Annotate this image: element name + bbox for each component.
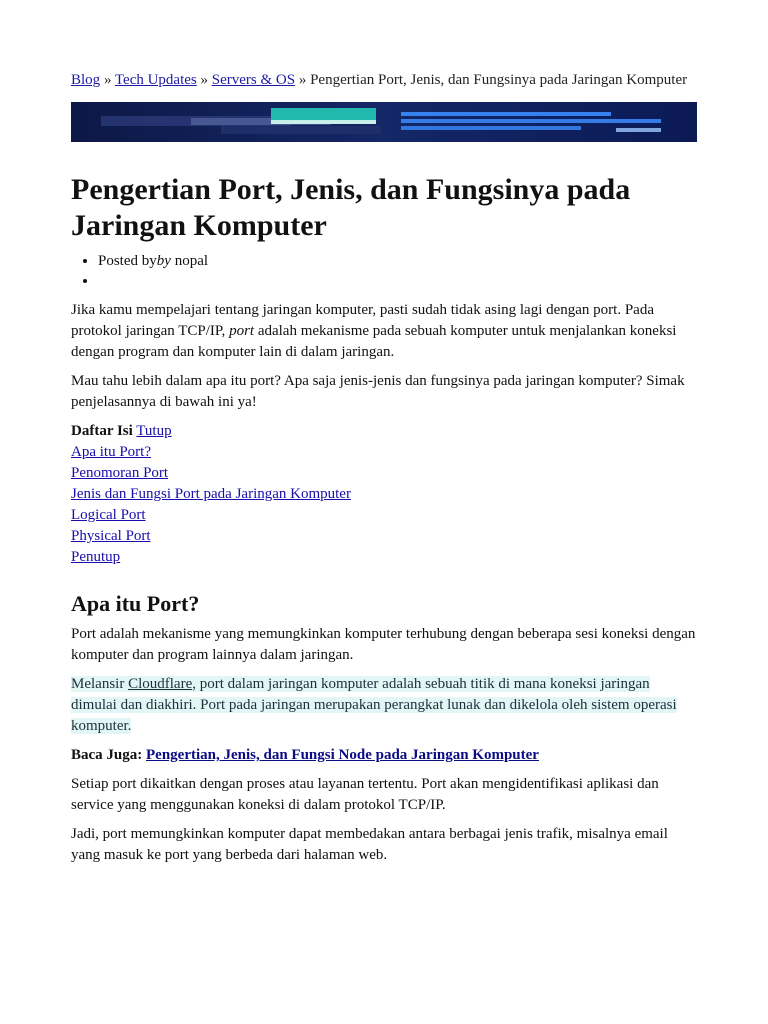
breadcrumb-link-blog[interactable]: Blog <box>71 72 101 88</box>
breadcrumb-separator: » <box>200 72 209 88</box>
intro-paragraph-2: Mau tahu lebih dalam apa itu port? Apa saja jenis-jenis dan fungsinya pada jaringan komputer? Simak penjelasannya di bawah ini ya! <box>71 373 685 410</box>
related-article-link[interactable]: Pengertian, Jenis, dan Fungsi Node pada Jaringan Komputer <box>146 747 539 763</box>
cloudflare-quote <box>71 674 697 737</box>
posted-by-label: Posted by <box>98 253 157 269</box>
toc-item-logical-port[interactable]: Logical Port <box>71 507 146 523</box>
quote-text: , port dalam jaringan komputer adalah sebuah titik di mana koneksi jaringan dimulai dan diakhiri. Port pada jaringan merupakan perangkat lunak dan dikelola oleh sistem operasi komputer. <box>71 676 677 734</box>
toc-item-physical-port[interactable]: Physical Port <box>71 528 151 544</box>
toc-header <box>71 421 697 442</box>
toc-label: Daftar Isi <box>71 423 133 439</box>
intro-emphasis: port <box>229 323 255 339</box>
toc-item-penutup[interactable]: Penutup <box>71 549 121 565</box>
breadcrumb-link-tech-updates[interactable]: Tech Updates <box>114 72 197 88</box>
toc-toggle-link[interactable]: Tutup <box>136 423 172 439</box>
intro-paragraph-1 <box>71 300 697 363</box>
section-paragraph: Port adalah mekanisme yang memungkinkan komputer terhubung dengan beberapa sesi koneksi dengan komputer dan program lainnya dalam jaringan. <box>71 626 696 663</box>
banner-graphic <box>71 102 697 142</box>
intro-text: adalah mekanisme pada sebuah komputer untuk menjalankan koneksi dengan program dan komputer lain di dalam jaringan. <box>71 323 677 360</box>
post-meta-list <box>71 251 208 291</box>
related-label: Baca Juga: <box>71 747 143 763</box>
toc-item-jenis-dan-fungsi[interactable]: Jenis dan Fungsi Port pada Jaringan Komputer <box>71 486 351 502</box>
related-article <box>71 745 697 766</box>
article-banner-image <box>71 102 697 142</box>
toc-item-apa-itu-port[interactable]: Apa itu Port? <box>71 444 151 460</box>
section-paragraph: Setiap port dikaitkan dengan proses atau layanan tertentu. Port akan mengidentifikasi aplikasi dan service yang menggunakan koneksi di dalam protokol TCP/IP. <box>71 776 659 813</box>
breadcrumb-current: Pengertian Port, Jenis, dan Fungsinya pada Jaringan Komputer <box>310 72 688 88</box>
article-content <box>71 300 697 874</box>
toc-item-penomoran-port[interactable]: Penomoran Port <box>71 465 169 481</box>
author-name: nopal <box>174 253 209 269</box>
quote-text: Melansir <box>71 676 129 692</box>
section-paragraph: Jadi, port memungkinkan komputer dapat membedakan antara berbagai jenis trafik, misalnya email yang masuk ke port yang berbeda dari halaman web. <box>71 826 668 863</box>
by-label: by <box>156 253 171 269</box>
post-meta-empty <box>98 271 208 291</box>
post-meta-author <box>98 251 208 271</box>
intro-text: Jika kamu mempelajari tentang jaringan komputer, pasti sudah tidak asing lagi dengan port. Pada protokol jaringan TCP/IP, <box>71 302 654 339</box>
cloudflare-link[interactable]: Cloudflare <box>128 676 193 692</box>
breadcrumb-separator: » <box>103 72 112 88</box>
breadcrumb-link-servers-os[interactable]: Servers & OS <box>211 72 296 88</box>
table-of-contents <box>71 421 697 568</box>
breadcrumb <box>71 72 687 89</box>
article-title: Pengertian Port, Jenis, dan Fungsinya pada Jaringan Komputer <box>71 173 631 242</box>
section-heading-apa-itu-port: Apa itu Port? <box>71 591 200 616</box>
breadcrumb-separator: » <box>298 72 307 88</box>
